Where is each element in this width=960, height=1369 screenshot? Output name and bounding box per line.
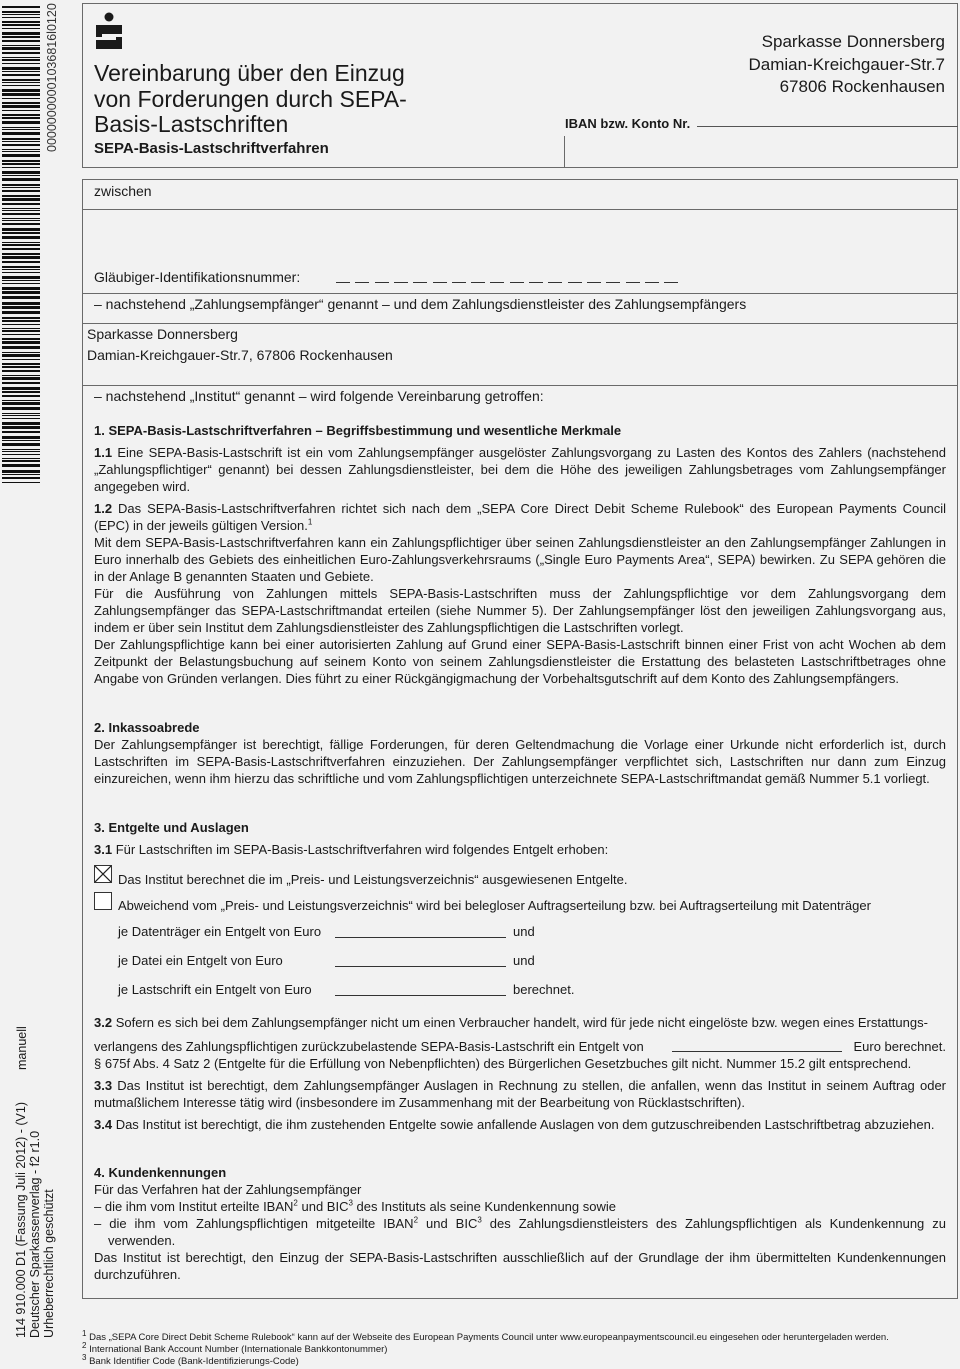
barcode-bar bbox=[2, 154, 40, 157]
option-custom-fee-label: Abweichend vom „Preis- und Leistungsverzeichnis“ wird bei belegloser Auftragserteilung bzw. bei Auftragserteilung mit Datenträger bbox=[118, 898, 871, 913]
footnote-ref: 1 bbox=[307, 517, 313, 527]
footnote-ref: 3 bbox=[477, 1215, 482, 1225]
barcode-bar bbox=[2, 117, 40, 119]
barcode-bar bbox=[2, 451, 40, 452]
barcode-bar bbox=[2, 387, 40, 390]
barcode-bar bbox=[2, 79, 40, 81]
iban-label: IBAN bzw. Konto Nr. bbox=[565, 116, 691, 131]
barcode-bar bbox=[2, 418, 40, 419]
institute-note: – nachstehend „Institut“ genannt – wird folgende Vereinbarung getroffen: bbox=[94, 388, 544, 404]
between-label: zwischen bbox=[94, 183, 152, 199]
fee-label-debit: je Lastschrift ein Entgelt von Euro bbox=[118, 982, 312, 997]
barcode-bar bbox=[2, 93, 40, 96]
barcode-bar bbox=[2, 6, 40, 8]
clause-number: 1.2 bbox=[94, 501, 113, 516]
creditor-id-slot[interactable] bbox=[433, 282, 447, 283]
list-text: und BIC bbox=[418, 1216, 478, 1231]
clause-4 bbox=[94, 1181, 946, 1283]
barcode-bar bbox=[2, 24, 40, 26]
list-text: des Zahlungsdienstleisters des Zahlungspflichtigen als Kundenkennung zu verwenden. bbox=[108, 1216, 946, 1248]
barcode-bar bbox=[2, 366, 40, 368]
clause-2-text: Der Zahlungsempfänger ist berechtigt, fällige Forderungen, für deren Geltendmachung die Vorlage einer Urkunde nicht erforderlich ist, durch Lastschriften im SEPA-Basis-Lastschriftverfahren einzuziehen. Der Zahlungsempfänger verpflichtet sich, Lastschriften nur dann zum Einzug einzureichen, wenn ihm hierzu das schriftliche und vom Zahlungspflichtigen unterzeichnete SEPA-Lastschriftmandat gemäß Nummer 5.1 vorliegt. bbox=[94, 737, 946, 786]
barcode-bar bbox=[2, 59, 40, 61]
mode-label: manuell bbox=[15, 1026, 29, 1070]
barcode-bar bbox=[2, 102, 40, 104]
clause-text: Das Institut ist berechtigt, den Einzug der SEPA-Basis-Lastschriften ausschließlich auf der Grundlage der ihm übermittelten Kundenkennungen durchzuführen. bbox=[94, 1250, 946, 1282]
barcode-bar bbox=[2, 187, 40, 188]
footnote-number: 3 bbox=[82, 1352, 87, 1362]
creditor-id-slot[interactable] bbox=[568, 282, 582, 283]
barcode-bar bbox=[2, 440, 40, 441]
divider bbox=[82, 385, 958, 386]
list-item bbox=[94, 1215, 946, 1249]
title-line: von Forderungen durch SEPA- bbox=[94, 85, 407, 112]
barcode-bar bbox=[2, 149, 40, 150]
barcode-bar bbox=[2, 220, 40, 221]
barcode-bar bbox=[2, 110, 40, 111]
barcode-bar bbox=[2, 283, 40, 284]
barcode-bar bbox=[2, 144, 40, 146]
barcode-bar bbox=[2, 85, 40, 86]
barcode-bar bbox=[2, 464, 40, 467]
barcode-bar bbox=[2, 141, 40, 142]
barcode-bar bbox=[2, 223, 40, 225]
barcode-bar bbox=[2, 320, 40, 322]
barcode-bar bbox=[2, 477, 40, 479]
barcode-bar bbox=[2, 63, 40, 64]
barcode-bar bbox=[2, 377, 40, 380]
clause-number: 3.3 bbox=[94, 1078, 113, 1093]
barcode-bar bbox=[2, 163, 40, 165]
barcode-bar bbox=[2, 203, 40, 205]
barcode-bar bbox=[2, 17, 40, 18]
clause-text: Für die Ausführung von Zahlungen mittels SEPA-Basis-Lastschriften muss der Zahlungspflichtige vor dem Zahlungsvorgang dem Zahlungsempfänger das SEPA-Lastschriftmandat erteilen (siehe Nummer 5). Der Zahlungsempfänger löst den jeweiligen Zahlungsvorgang aus, indem er über sein Institut dem Zahlungsdienstleister des Zahlungspflichtigen die Lastschriften vorlegt. bbox=[94, 586, 946, 635]
barcode-bar bbox=[2, 436, 40, 439]
footnote-text: Das „SEPA Core Direct Debit Scheme Rulebook“ kann auf der Webseite des European Payments Council unter www.europeanpaymentscouncil.eu eingesehen oder heruntergeladen werden. bbox=[89, 1332, 889, 1343]
barcode-bar bbox=[2, 460, 40, 462]
barcode-bar bbox=[2, 36, 40, 38]
footnote-ref: 2 bbox=[413, 1215, 419, 1225]
barcode-bar bbox=[2, 269, 40, 270]
barcode-bar bbox=[2, 114, 40, 116]
barcode-bar bbox=[2, 311, 40, 314]
iban-input[interactable] bbox=[697, 126, 958, 127]
barcode-bar bbox=[2, 375, 40, 376]
list-text: – die ihm vom Zahlungspflichtigen mitgeteilte IBAN bbox=[94, 1216, 414, 1231]
clause-3-4 bbox=[94, 1116, 946, 1133]
barcode-bar bbox=[2, 324, 40, 325]
barcode-bar bbox=[2, 443, 40, 446]
creditor-id-slot[interactable] bbox=[606, 282, 620, 283]
barcode-bar bbox=[2, 98, 40, 99]
footnote-ref: 3 bbox=[348, 1198, 353, 1208]
return-fee-suffix: Euro berechnet. bbox=[853, 1039, 946, 1054]
creditor-id-slot[interactable] bbox=[548, 282, 562, 283]
creditor-id-slot[interactable] bbox=[471, 282, 485, 283]
barcode-bar bbox=[2, 431, 40, 433]
barcode bbox=[2, 6, 40, 484]
footnote-text: Bank Identifier Code (Bank-Identifizierungs-Code) bbox=[89, 1356, 299, 1367]
barcode-bar bbox=[2, 395, 40, 397]
divider bbox=[564, 136, 565, 168]
check-x-icon bbox=[95, 866, 111, 882]
barcode-bar bbox=[2, 47, 40, 50]
barcode-bar bbox=[2, 330, 40, 332]
barcode-bar bbox=[2, 302, 40, 305]
fee-suffix: und bbox=[513, 924, 535, 939]
clause-text: Das Institut ist berechtigt, die ihm zustehenden Entgelte sowie anfallende Auslagen von dem gutzuschreibenden Lastschriftbetrag abzuziehen. bbox=[112, 1117, 935, 1132]
barcode-bar bbox=[2, 415, 40, 416]
barcode-bar bbox=[2, 280, 40, 281]
barcode-bar bbox=[2, 236, 40, 239]
creditor-id-slot[interactable] bbox=[452, 282, 466, 283]
barcode-bar bbox=[2, 354, 40, 357]
barcode-bar bbox=[2, 160, 40, 162]
bank-street: Damian-Kreichgauer-Str.7 bbox=[748, 54, 945, 74]
institute-name: Sparkasse Donnersberg bbox=[87, 326, 238, 342]
creditor-id-slot[interactable] bbox=[529, 282, 543, 283]
barcode-bar bbox=[2, 458, 40, 459]
clause-1-2 bbox=[94, 500, 946, 687]
barcode-bar bbox=[2, 422, 40, 425]
creditor-id-slot[interactable] bbox=[336, 282, 350, 283]
barcode-bar bbox=[2, 470, 40, 473]
barcode-bar bbox=[2, 89, 40, 92]
barcode-bar bbox=[2, 253, 40, 255]
barcode-bar bbox=[2, 407, 40, 410]
barcode-bar bbox=[2, 276, 40, 279]
barcode-bar bbox=[2, 391, 40, 393]
barcode-bar bbox=[2, 341, 40, 344]
title-line: Basis-Lastschriften bbox=[94, 111, 289, 137]
clause-3-3 bbox=[94, 1077, 946, 1111]
barcode-bar bbox=[2, 52, 40, 54]
bank-city: 67806 Rockenhausen bbox=[779, 77, 945, 96]
clause-1-1 bbox=[94, 444, 946, 495]
barcode-bar bbox=[2, 210, 40, 211]
creditor-id-input[interactable] bbox=[336, 282, 682, 284]
clause-number: 3.4 bbox=[94, 1117, 113, 1132]
clause-text: Für Lastschriften im SEPA-Basis-Lastschriftverfahren wird folgendes Entgelt erhoben: bbox=[112, 842, 609, 857]
clause-number: 3.2 bbox=[94, 1015, 113, 1030]
barcode-bar bbox=[2, 175, 40, 176]
barcode-bar bbox=[2, 328, 40, 329]
clause-text: Für das Verfahren hat der Zahlungsempfänger bbox=[94, 1182, 362, 1197]
fee-input-file[interactable] bbox=[335, 953, 506, 967]
barcode-bar bbox=[2, 198, 40, 201]
barcode-bar bbox=[2, 261, 40, 263]
institute-street: Damian-Kreichgauer-Str.7, 67806 Rockenhausen bbox=[87, 347, 393, 363]
barcode-bar bbox=[2, 184, 40, 186]
barcode-bar bbox=[2, 67, 40, 70]
creditor-id-slot[interactable] bbox=[413, 282, 427, 283]
document-subtitle: SEPA-Basis-Lastschriftverfahren bbox=[94, 140, 329, 157]
fee-suffix: und bbox=[513, 953, 535, 968]
barcode-bar bbox=[2, 21, 40, 23]
barcode-bar bbox=[2, 413, 40, 414]
barcode-bar bbox=[2, 232, 40, 234]
clause-3-1 bbox=[94, 841, 946, 858]
barcode-bar bbox=[2, 195, 40, 197]
title-line: Vereinbarung über den Einzug bbox=[94, 60, 405, 86]
creditor-id-slot[interactable] bbox=[626, 282, 640, 283]
publisher: Deutscher Sparkassenverlag - f2 r1.0 bbox=[28, 1130, 42, 1338]
clause-3-2-line2: verlangens des Zahlungspflichtigen zurückzubelastende SEPA-Basis-Lastschrift ein Entgelt von bbox=[94, 1039, 644, 1054]
barcode-bar bbox=[2, 167, 40, 168]
fee-suffix: berechnet. bbox=[513, 982, 575, 997]
form-number: 114 910.000 D1 (Fassung Juli 2012) - (V1) bbox=[14, 1101, 28, 1338]
list-item bbox=[94, 1198, 946, 1215]
creditor-id-slot[interactable] bbox=[645, 282, 659, 283]
creditor-id-slot[interactable] bbox=[375, 282, 389, 283]
barcode-bar bbox=[2, 171, 40, 174]
barcode-bar bbox=[2, 359, 40, 360]
barcode-number: 00000000001036816l0120 bbox=[45, 3, 59, 152]
footnote-number: 1 bbox=[82, 1328, 87, 1338]
institute-address bbox=[87, 324, 393, 366]
fee-label-media: je Datenträger ein Entgelt von Euro bbox=[118, 924, 322, 939]
barcode-bar bbox=[2, 32, 40, 35]
barcode-bar bbox=[2, 474, 40, 475]
barcode-bar bbox=[2, 71, 40, 72]
sparkasse-logo-icon bbox=[94, 12, 124, 52]
barcode-bar bbox=[2, 57, 40, 58]
section-3-heading: 3. Entgelte und Auslagen bbox=[94, 820, 249, 835]
barcode-bar bbox=[2, 402, 40, 405]
fee-input-debit[interactable] bbox=[335, 982, 506, 996]
footnote-text: International Bank Account Number (Internationale Bankkontonummer) bbox=[89, 1344, 388, 1355]
barcode-bar bbox=[2, 449, 40, 450]
barcode-bar bbox=[2, 272, 40, 273]
divider bbox=[82, 293, 958, 294]
barcode-bar bbox=[2, 248, 40, 250]
bank-name: Sparkasse Donnersberg bbox=[761, 32, 945, 51]
barcode-bar bbox=[2, 296, 40, 299]
barcode-bar bbox=[2, 11, 40, 13]
barcode-bar bbox=[2, 338, 40, 340]
clause-number: 3.1 bbox=[94, 842, 113, 857]
list-text: und BIC bbox=[297, 1199, 349, 1214]
barcode-bar bbox=[2, 218, 40, 219]
clause-text: Sofern es sich bei dem Zahlungsempfänger nicht um einen Verbraucher handelt, wird für jede nicht eingelöste bzw. wegen eines Erstattungs- bbox=[112, 1015, 928, 1030]
barcode-bar bbox=[2, 213, 40, 215]
clause-3-2 bbox=[94, 1014, 946, 1031]
footnote-ref: 2 bbox=[293, 1198, 298, 1208]
barcode-bar bbox=[2, 317, 40, 319]
clause-text: Das Institut ist berechtigt, dem Zahlungsempfänger Auslagen in Rechnung zu stellen, die anfallen, wenn das Institut in seinem Auftrag oder mutmaßlichem Interesse tätig wird (insbesondere im Zusammenhang mit der Bearbeitung von Rücklastschriften). bbox=[94, 1078, 946, 1110]
barcode-bar bbox=[2, 352, 40, 353]
barcode-bar bbox=[2, 370, 40, 372]
list-text: – die ihm vom Institut erteilte IBAN bbox=[94, 1199, 294, 1214]
payee-note: – nachstehend „Zahlungsempfänger“ genannt – und dem Zahlungsdienstleister des Zahlungsempfängers bbox=[94, 296, 747, 312]
barcode-bar bbox=[2, 334, 40, 335]
clause-3-2-line3: § 675f Abs. 4 Satz 2 (Entgelte für die Erfüllung von Nebenpflichten) des Bürgerlichen Gesetzbuches gilt nicht. Nummer 15.2 gilt entsprechend. bbox=[94, 1056, 912, 1071]
barcode-bar bbox=[2, 244, 40, 246]
barcode-bar bbox=[2, 151, 40, 152]
creditor-id-slot[interactable] bbox=[587, 282, 601, 283]
clause-number: 1.1 bbox=[94, 445, 113, 460]
clause-text: Der Zahlungspflichtige kann bei einer autorisierten Zahlung auf Grund einer SEPA-Basis-Lastschrift binnen einer Frist von acht Wochen ab dem Zeitpunkt der Belastungsbuchung auf seinem Konto von seinem Zahlungsdienstleister die Erstattung des belasteten Lastschriftbetrages ohne Angabe von Gründen verlangen. Dies führt zu einer Rückgängigmachung der Vorbehaltsgutschrift auf dem Konto des Zahlungsempfängers. bbox=[94, 637, 946, 686]
barcode-bar bbox=[2, 346, 40, 349]
copyright: Urheberrechtlich geschützt bbox=[42, 1189, 56, 1338]
barcode-bar bbox=[2, 178, 40, 181]
barcode-bar bbox=[2, 208, 40, 209]
creditor-id-slot[interactable] bbox=[355, 282, 369, 283]
creditor-id-label: Gläubiger-Identifikationsnummer: bbox=[94, 269, 301, 285]
barcode-bar bbox=[2, 363, 40, 365]
fee-label-file: je Datei ein Entgelt von Euro bbox=[118, 953, 283, 968]
footnote-3 bbox=[82, 1352, 299, 1368]
barcode-bar bbox=[2, 138, 40, 140]
fee-input-media[interactable] bbox=[335, 924, 506, 938]
divider bbox=[82, 209, 958, 210]
section-1-heading: 1. SEPA-Basis-Lastschriftverfahren – Begriffsbestimmung und wesentliche Merkmale bbox=[94, 423, 622, 438]
section-4-heading: 4. Kundenkennungen bbox=[94, 1165, 227, 1180]
option-custom-fee-checkbox[interactable] bbox=[94, 892, 112, 910]
barcode-bar bbox=[2, 256, 40, 259]
list-text: des Instituts als seine Kundenkennung sowie bbox=[352, 1199, 616, 1214]
barcode-bar bbox=[2, 382, 40, 384]
creditor-id-slot[interactable] bbox=[490, 282, 504, 283]
barcode-bar bbox=[2, 454, 40, 455]
barcode-bar bbox=[2, 132, 40, 135]
bank-address bbox=[748, 31, 945, 99]
clause-text: Eine SEPA-Basis-Lastschrift ist ein vom Zahlungsempfänger ausgelöster Zahlungsvorgang zu Lasten des Kontos des Zahlers (nachstehend „Zahlungspflichtiger“ genannt) bei dessen Zahlungsdienstleister, bei dem die Höhe des jeweiligen Zahlungsbetrages vom Zahlungsempfänger angegeben wird. bbox=[94, 445, 946, 494]
barcode-bar bbox=[2, 426, 40, 429]
barcode-bar bbox=[2, 14, 40, 15]
barcode-bar bbox=[2, 287, 40, 290]
barcode-bar bbox=[2, 306, 40, 309]
barcode-bar bbox=[2, 291, 40, 294]
barcode-bar bbox=[2, 40, 40, 42]
footnote-1 bbox=[82, 1328, 889, 1344]
form-meta bbox=[14, 1102, 56, 1338]
barcode-bar bbox=[2, 400, 40, 401]
barcode-bar bbox=[2, 190, 40, 192]
return-fee-input[interactable] bbox=[672, 1038, 842, 1052]
footnote-number: 2 bbox=[82, 1340, 87, 1350]
clause-text: Mit dem SEPA-Basis-Lastschriftverfahren kann ein Zahlungspflichtiger über seinen Zahlungsdienstleister an den Zahlungsempfänger Zahlungen in Euro innerhalb des Gebiets des einheitlichen Euro-Zahlungsverkehrsraums („Single Euro Payments Area“, SEPA) bewirken. Zu SEPA gehören die in der Anlage B genannten Staaten und Gebiete. bbox=[94, 535, 946, 584]
barcode-bar bbox=[2, 82, 40, 83]
clause-text: Das SEPA-Basis-Lastschriftverfahren richtet sich nach dem „SEPA Core Direct Debit Scheme Rulebook“ des European Payments Council (EPC) in der jeweils gültigen Version. bbox=[94, 501, 946, 533]
footnote-2 bbox=[82, 1340, 388, 1356]
barcode-bar bbox=[2, 228, 40, 231]
barcode-bar bbox=[2, 482, 40, 483]
creditor-id-slot[interactable] bbox=[664, 282, 678, 283]
barcode-bar bbox=[2, 129, 40, 130]
barcode-bar bbox=[2, 127, 40, 128]
creditor-id-slot[interactable] bbox=[510, 282, 524, 283]
barcode-bar bbox=[2, 28, 40, 29]
section-2-heading: 2. Inkassoabrede bbox=[94, 720, 200, 735]
option-price-list-label: Das Institut berechnet die im „Preis- und Leistungsverzeichnis“ ausgewiesenen Entgelte. bbox=[118, 872, 628, 887]
barcode-bar bbox=[2, 74, 40, 76]
barcode-bar bbox=[2, 266, 40, 268]
creditor-id-slot[interactable] bbox=[394, 282, 408, 283]
document-title bbox=[94, 61, 407, 138]
barcode-bar bbox=[2, 105, 40, 108]
option-price-list-checkbox[interactable] bbox=[94, 865, 112, 883]
barcode-bar bbox=[2, 45, 40, 46]
barcode-bar bbox=[2, 242, 40, 243]
barcode-bar bbox=[2, 121, 40, 124]
